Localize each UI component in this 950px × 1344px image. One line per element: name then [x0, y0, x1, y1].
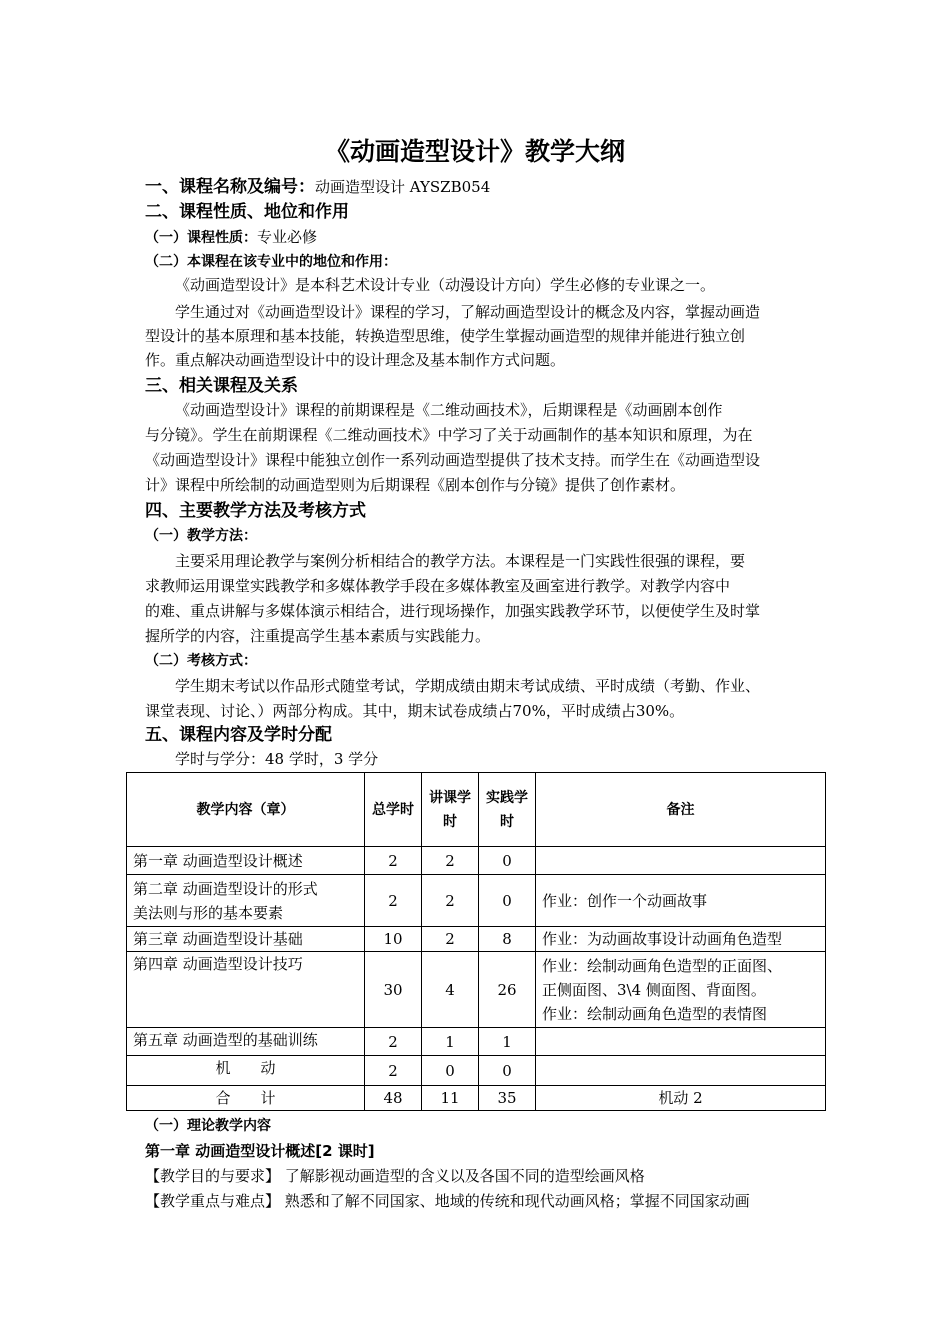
key-points-label: 【教学重点与难点】 — [145, 1192, 281, 1210]
schedule-table — [126, 772, 826, 1111]
paragraph-line: 《动画造型设计》课程中能独立创作一系列动画造型提供了技术支持。而学生在《动画造型设 — [145, 451, 761, 469]
row-note: 作业：创作一个动画故事 — [536, 875, 826, 927]
row-content: 第三章 动画造型设计基础 — [127, 927, 365, 952]
row-total: 2 — [365, 1028, 422, 1056]
paragraph-line: 的难、重点讲解与多媒体演示相结合，进行现场操作，加强实践教学环节，以便使学生及时掌 — [145, 602, 761, 620]
paragraph-line: 《动画造型设计》课程的前期课程是《二维动画技术》，后期课程是《动画剧本创作 — [175, 401, 723, 419]
row-practice: 0 — [479, 847, 536, 875]
section-5-heading: 五、课程内容及学时分配 — [145, 725, 332, 745]
course-nature-value: 专业必修 — [257, 228, 318, 246]
row-note: 作业：为动画故事设计动画角色造型 — [536, 927, 826, 952]
row-content: 第一章 动画造型设计概述 — [127, 847, 365, 875]
header-content: 教学内容（章） — [127, 773, 365, 847]
row-note-line: 作业：绘制动画角色造型的正面图、 — [542, 956, 783, 975]
row-lecture: 4 — [422, 952, 479, 1028]
row-total: 2 — [365, 875, 422, 927]
row-practice: 0 — [479, 875, 536, 927]
row-lecture: 2 — [422, 927, 479, 952]
paragraph-line: 作。重点解决动画造型设计中的设计理念及基本制作方式问题。 — [145, 351, 566, 369]
row-lecture: 2 — [422, 875, 479, 927]
row-total: 30 — [365, 952, 422, 1028]
paragraph-line: 学生期末考试以作品形式随堂考试，学期成绩由期末考试成绩、平时成绩（考勤、作业、 — [175, 677, 761, 695]
section-4-heading: 四、主要教学方法及考核方式 — [145, 501, 366, 521]
table-row — [127, 875, 826, 927]
course-nature-label: （一）课程性质： — [145, 230, 257, 246]
section-1-heading: 一、课程名称及编号： — [145, 177, 315, 197]
row-content — [127, 875, 365, 927]
table-row — [127, 847, 826, 875]
paragraph-line: 型设计的基本原理和基本技能，转换造型思维，使学生掌握动画造型的规律并能进行独立创 — [145, 327, 746, 345]
row-total: 48 — [365, 1086, 422, 1111]
header-lecture-hours: 讲课学时 — [422, 773, 479, 847]
row-note-line: 作业：绘制动画角色造型的表情图 — [542, 1004, 768, 1023]
row-note — [536, 952, 826, 1028]
document-title: 《动画造型设计》教学大纲 — [324, 137, 625, 166]
header-practice-hours: 实践学时 — [479, 773, 536, 847]
row-lecture: 2 — [422, 847, 479, 875]
row-practice: 26 — [479, 952, 536, 1028]
teaching-goal-label: 【教学目的与要求】 — [145, 1167, 281, 1185]
row-practice: 8 — [479, 927, 536, 952]
table-row — [127, 927, 826, 952]
course-role-heading: （二）本课程在该专业中的地位和作用： — [145, 254, 397, 270]
row-practice: 0 — [479, 1056, 536, 1086]
row-content: 合 计 — [127, 1086, 365, 1111]
table-row — [127, 1056, 826, 1086]
row-note-line: 正侧面图、3\4 侧面图、背面图。 — [542, 980, 766, 999]
row-note — [536, 1028, 826, 1056]
row-practice: 35 — [479, 1086, 536, 1111]
course-name-code: 动画造型设计 AYSZB054 — [315, 178, 491, 196]
paragraph-line: 求教师运用课堂实践教学和多媒体教学手段在多媒体教室及画室进行教学。对教学内容中 — [145, 577, 731, 595]
row-note — [536, 1056, 826, 1086]
paragraph-line: 《动画造型设计》是本科艺术设计专业（动漫设计方向）学生必修的专业课之一。 — [175, 276, 716, 294]
header-notes: 备注 — [536, 773, 826, 847]
section-3-heading: 三、相关课程及关系 — [145, 376, 298, 396]
table-row — [127, 1028, 826, 1056]
paragraph-line: 计》课程中所绘制的动画造型则为后期课程《剧本创作与分镜》提供了创作素材。 — [145, 476, 686, 494]
teaching-goal-text: 了解影视动画造型的含义以及各国不同的造型绘画风格 — [280, 1167, 645, 1185]
theory-content-heading: （一）理论教学内容 — [145, 1118, 271, 1134]
row-content: 机 动 — [127, 1056, 365, 1086]
row-practice: 1 — [479, 1028, 536, 1056]
paragraph-line: 学生通过对《动画造型设计》课程的学习，了解动画造型设计的概念及内容，掌握动画造 — [175, 303, 761, 321]
key-points-text: 熟悉和了解不同国家、地域的传统和现代动画风格；掌握不同国家动画 — [280, 1192, 750, 1210]
header-total-hours: 总学时 — [365, 773, 422, 847]
paragraph-line: 与分镜》。学生在前期课程《二维动画技术》中学习了关于动画制作的基本知识和原理，为在 — [145, 426, 753, 444]
table-row — [127, 1086, 826, 1111]
row-lecture: 0 — [422, 1056, 479, 1086]
row-lecture: 1 — [422, 1028, 479, 1056]
row-content: 第五章 动画造型的基础训练 — [127, 1028, 365, 1056]
section-2-heading: 二、课程性质、地位和作用 — [145, 202, 349, 222]
table-row — [127, 952, 826, 1028]
row-total: 2 — [365, 847, 422, 875]
section-1 — [145, 175, 815, 199]
course-nature — [145, 225, 815, 250]
assessment-heading: （二）考核方式： — [145, 653, 257, 669]
row-note: 机动 2 — [536, 1086, 826, 1111]
row-lecture: 11 — [422, 1086, 479, 1111]
row-content: 第四章 动画造型设计技巧 — [127, 952, 365, 1028]
credit-hours: 学时与学分：48 学时，3 学分 — [175, 750, 379, 768]
paragraph-line: 课堂表现、讨论、）两部分构成。其中，期末试卷成绩占70%，平时成绩占30%。 — [145, 702, 685, 720]
row-content-line: 第二章 动画造型设计的形式 — [133, 879, 318, 898]
row-total: 10 — [365, 927, 422, 952]
teaching-method-heading: （一）教学方法： — [145, 528, 257, 544]
teaching-key-points — [145, 1189, 815, 1213]
row-total: 2 — [365, 1056, 422, 1086]
row-content-line: 美法则与形的基本要素 — [133, 903, 284, 922]
row-note — [536, 847, 826, 875]
chapter-1-heading: 第一章 动画造型设计概述[2 课时] — [145, 1142, 375, 1160]
teaching-goal — [145, 1164, 815, 1188]
table-header-row — [127, 773, 826, 847]
paragraph-line: 主要采用理论教学与案例分析相结合的教学方法。本课程是一门实践性很强的课程，要 — [175, 552, 746, 570]
paragraph-line: 握所学的内容，注重提高学生基本素质与实践能力。 — [145, 627, 491, 645]
